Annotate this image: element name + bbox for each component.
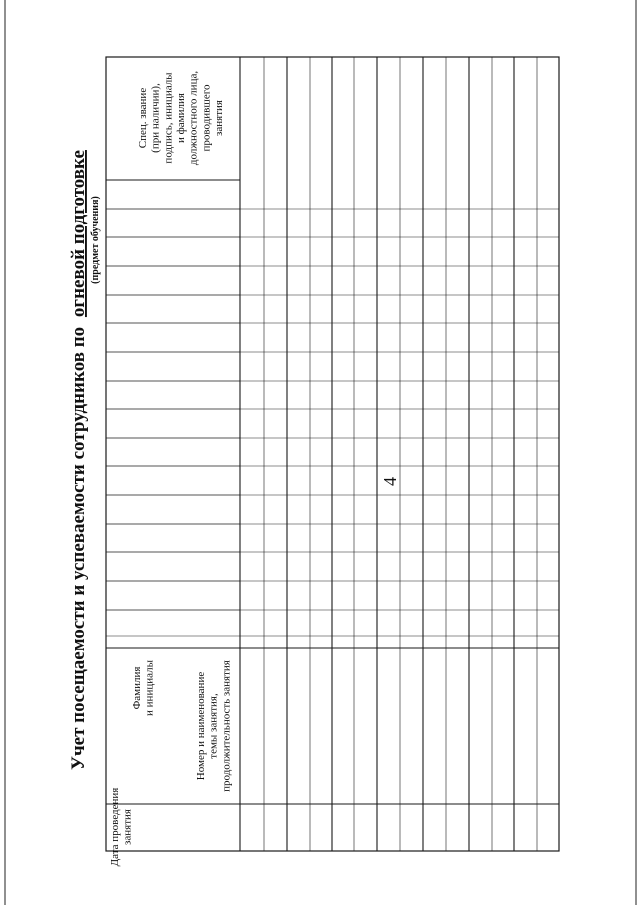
header-names [131, 659, 156, 716]
header-signature [137, 71, 225, 165]
header-topic-line-1: Номер и наименование [195, 671, 207, 781]
header-date-line-2: занятия [121, 809, 134, 845]
header-signature-line-1: Спец. звание [137, 87, 149, 149]
header-signature-line-4: и фамилия [174, 93, 187, 143]
header-names-line-2: и инициалы [143, 660, 156, 716]
title-main: Учет посещаемости и успеваемости сотрудников по [68, 326, 89, 770]
header-signature-line-5: должностного лица, [187, 70, 200, 166]
header-topic [195, 660, 232, 792]
header-topic-line-2: темы занятия, [207, 693, 220, 759]
header-signature-line-2: (при наличии), [149, 83, 162, 153]
header-topic-line-3: продолжительность занятия [220, 660, 233, 792]
header-signature-line-6: проводившего [200, 84, 213, 152]
attendance-table [106, 57, 559, 866]
title-subject: огневой подготовке [68, 150, 89, 318]
header-signature-line-3: подпись, инициалы [162, 72, 175, 164]
title-group [68, 150, 101, 770]
subject-caption: (предмет обучения) [90, 196, 101, 284]
page-number: 4 [380, 477, 400, 486]
page-title [68, 150, 89, 770]
header-date-line-1: Дата проведения [109, 787, 121, 867]
header-names-line-1: Фамилия [131, 666, 143, 710]
header-signature-line-7: занятия [212, 100, 225, 136]
header-date [109, 788, 134, 867]
